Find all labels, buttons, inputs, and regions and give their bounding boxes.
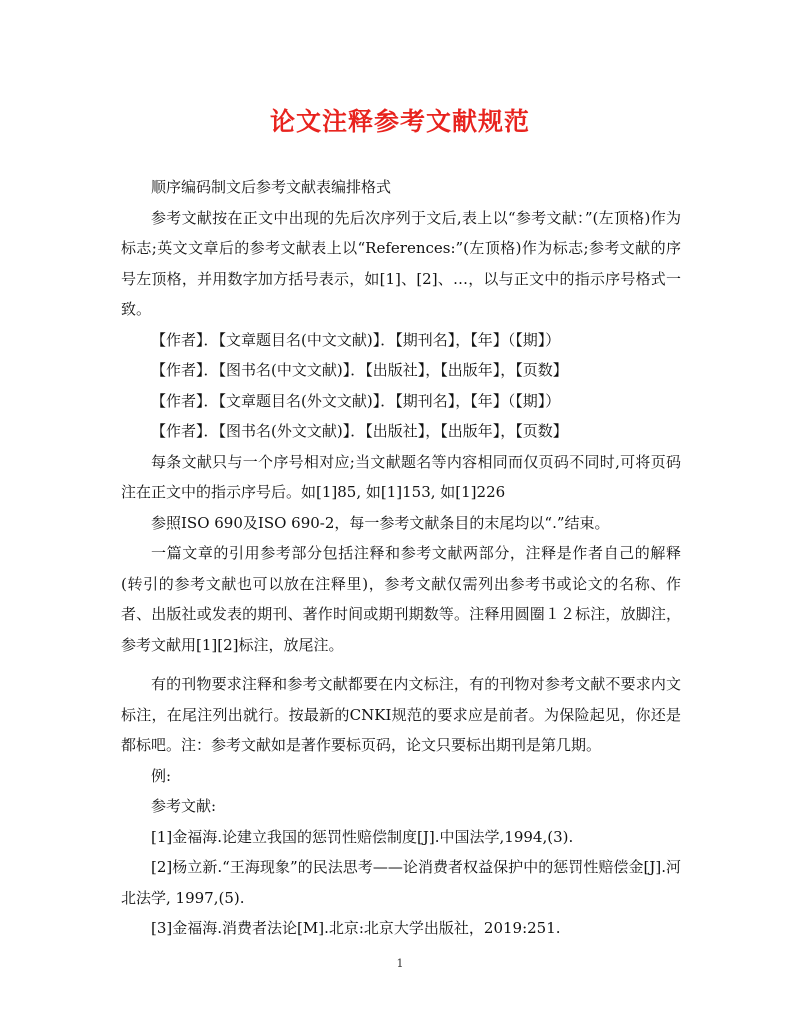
paragraph-cnki: 有的刊物要求注释和参考文献都要在内文标注，有的刊物对参考文献不要求内文标注，在尾注列出就行。按最新的CNKI规范的要求应是前者。为保险起见，你还是都标吧。注：参考文献如是著作要标页码，论文只要标出期刊是第几期。: [121, 675, 681, 754]
document-body: [121, 172, 681, 944]
reference-item-1: [1]金福海.论建立我国的惩罚性赔偿制度[J].中国法学,1994,(3).: [151, 827, 574, 846]
format-book-chinese: 【作者】．【图书名(中文文献)】．【出版社】，【出版年】，【页数】: [151, 361, 568, 379]
format-book-foreign: 【作者】．【图书名(外文文献)】．【出版社】，【出版年】，【页数】: [151, 422, 568, 440]
page-number: 1: [396, 957, 404, 970]
paragraph-notes: 一篇文章的引用参考部分包括注释和参考文献两部分，注释是作者自己的解释(转引的参考文献也可以放在注释里)，参考文献仅需列出参考书或论文的名称、作者、出版社或发表的期刊、著作时间或期刊期数等。注释用圆圈１２标注，放脚注，参考文献用[1][2]标注，放尾注。: [121, 544, 681, 654]
format-journal-foreign: 【作者】．【文章题目名(外文文献)】．【期刊名】，【年】（【期】）: [151, 391, 561, 410]
paragraph-example-label: 例:: [151, 766, 172, 785]
paragraph-page-numbers: 每条文献只与一个序号相对应;当文献题名等内容相同而仅页码不同时,可将页码注在正文中的指示序号后。如[1]85, 如[1]153, 如[1]226: [121, 452, 681, 501]
format-journal-chinese: 【作者】．【文章题目名(中文文献)】．【期刊名】，【年】（【期】）: [151, 330, 561, 349]
paragraph-intro: 参考文献按在正文中出现的先后次序列于文后,表上以“参考文献：”(左顶格)作为标志;英文文章后的参考文献表上以“References:”(左顶格)作为标志;参考文献的序号左顶格，并用数字加方括号表示，如[1]、[2]、…，以与正文中的指示序号格式一致。: [121, 208, 681, 318]
paragraph-references-label: 参考文献:: [151, 797, 217, 815]
reference-item-2: [2]杨立新.“王海现象”的民法思考——论消费者权益保护中的惩罚性赔偿金[J].河北法学, 1997,(5).: [121, 858, 681, 907]
reference-item-3: [3]金福海.消费者法论[M].北京:北京大学出版社，2019:251.: [151, 919, 561, 937]
paragraph-section-heading: 顺序编码制文后参考文献表编排格式: [151, 178, 392, 196]
document-title: 论文注释参考文献规范: [269, 107, 530, 136]
paragraph-iso: 参照ISO 690及ISO 690-2，每一参考文献条目的末尾均以“.”结束。: [151, 513, 610, 532]
